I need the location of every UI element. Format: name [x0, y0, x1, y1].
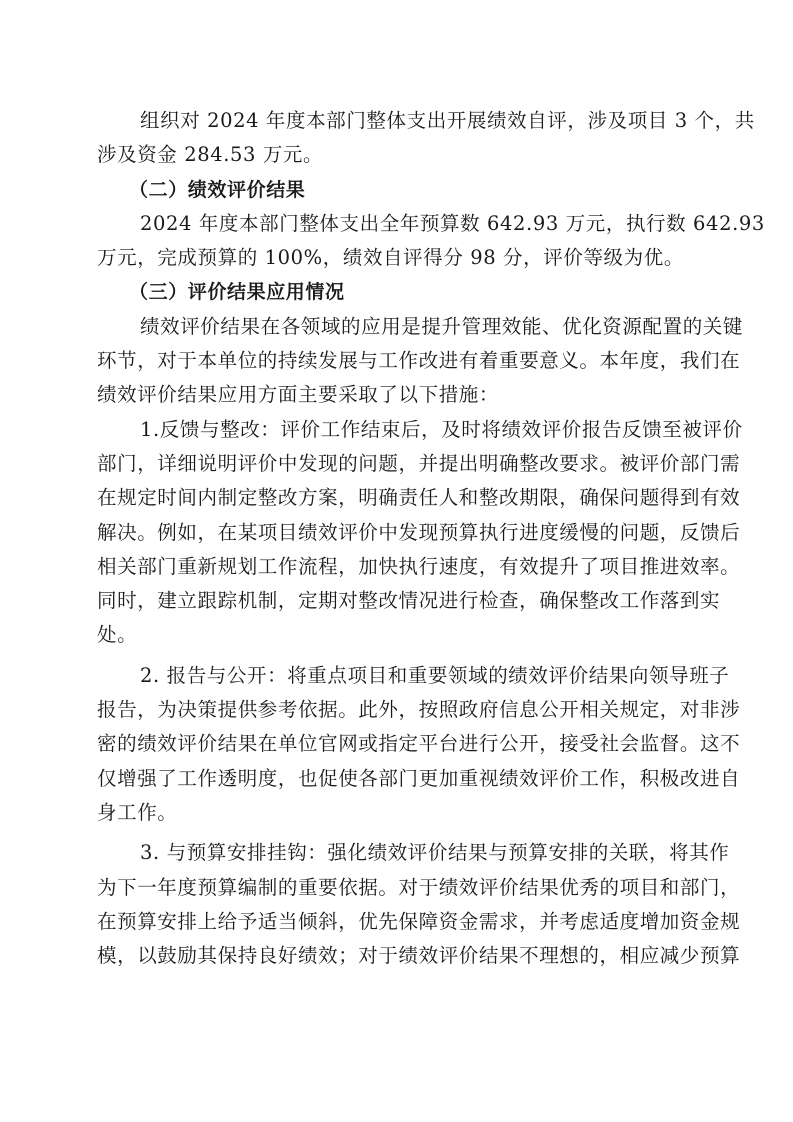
- paragraph-budget-linkage: [97, 836, 741, 973]
- paragraph-report-and-disclosure: [97, 659, 741, 830]
- paragraph-evaluation-results: [97, 207, 765, 276]
- paragraph-line: 报告，为决策提供参考依据。此外，按照政府信息公开相关规定，对非涉: [97, 698, 741, 722]
- paragraph-line: 涉及资金 284.53 万元。: [97, 143, 324, 167]
- paragraph-line: 绩效评价结果应用方面主要采取了以下措施：: [97, 383, 500, 407]
- paragraph-self-evaluation-scope: [97, 104, 755, 173]
- section-heading-results-application: （三）评价结果应用情况: [129, 281, 345, 304]
- document-body: [97, 104, 765, 973]
- paragraph-line: 在预算安排上给予适当倾斜，优先保障资金需求，并考虑适度增加资金规: [97, 909, 741, 933]
- paragraph-line: 1.反馈与整改：评价工作结束后，及时将绩效评价报告反馈至被评价: [140, 417, 743, 441]
- paragraph-line: 密的绩效评价结果在单位官网或指定平台进行公开，接受社会监督。这不: [97, 732, 741, 756]
- paragraph-line: 模，以鼓励其保持良好绩效；对于绩效评价结果不理想的，相应减少预算: [97, 944, 741, 968]
- paragraph-line: 仅增强了工作透明度，也促使各部门更加重视绩效评价工作，积极改进自: [97, 766, 741, 790]
- paragraph-line: 环节，对于本单位的持续发展与工作改进有着重要意义。本年度，我们在: [97, 349, 741, 373]
- paragraph-line: 同时，建立跟踪机制，定期对整改情况进行检查，确保整改工作落到实: [97, 589, 721, 613]
- paragraph-line: 部门，详细说明评价中发现的问题，并提出明确整改要求。被评价部门需: [97, 451, 741, 475]
- section-heading-evaluation-results: （二）绩效评价结果: [129, 178, 306, 201]
- paragraph-line: 2024 年度本部门整体支出全年预算数 642.93 万元，执行数 642.93: [140, 211, 765, 235]
- paragraph-application-intro: [97, 310, 744, 413]
- paragraph-line: 3. 与预算安排挂钩：强化绩效评价结果与预算安排的关联，将其作: [140, 841, 730, 865]
- paragraph-line: 组织对 2024 年度本部门整体支出开展绩效自评，涉及项目 3 个，共: [140, 109, 755, 132]
- paragraph-line: 身工作。: [97, 800, 178, 824]
- paragraph-feedback-and-rectification: [97, 413, 743, 653]
- paragraph-line: 相关部门重新规划工作流程，加快执行速度，有效提升了项目推进效率。: [97, 554, 741, 578]
- paragraph-line: 解决。例如，在某项目绩效评价中发现预算执行进度缓慢的问题，反馈后: [97, 520, 741, 544]
- paragraph-line: 绩效评价结果在各领域的应用是提升管理效能、优化资源配置的关键: [140, 314, 744, 338]
- paragraph-line: 2. 报告与公开：将重点项目和重要领域的绩效评价结果向领导班子: [140, 663, 730, 687]
- paragraph-line: 万元，完成预算的 100%，绩效自评得分 98 分，评价等级为优。: [97, 246, 684, 270]
- paragraph-line: 为下一年度预算编制的重要依据。对于绩效评价结果优秀的项目和部门，: [97, 875, 741, 899]
- paragraph-line: 在规定时间内制定整改方案，明确责任人和整改期限，确保问题得到有效: [97, 486, 741, 510]
- paragraph-line: 处。: [97, 623, 138, 647]
